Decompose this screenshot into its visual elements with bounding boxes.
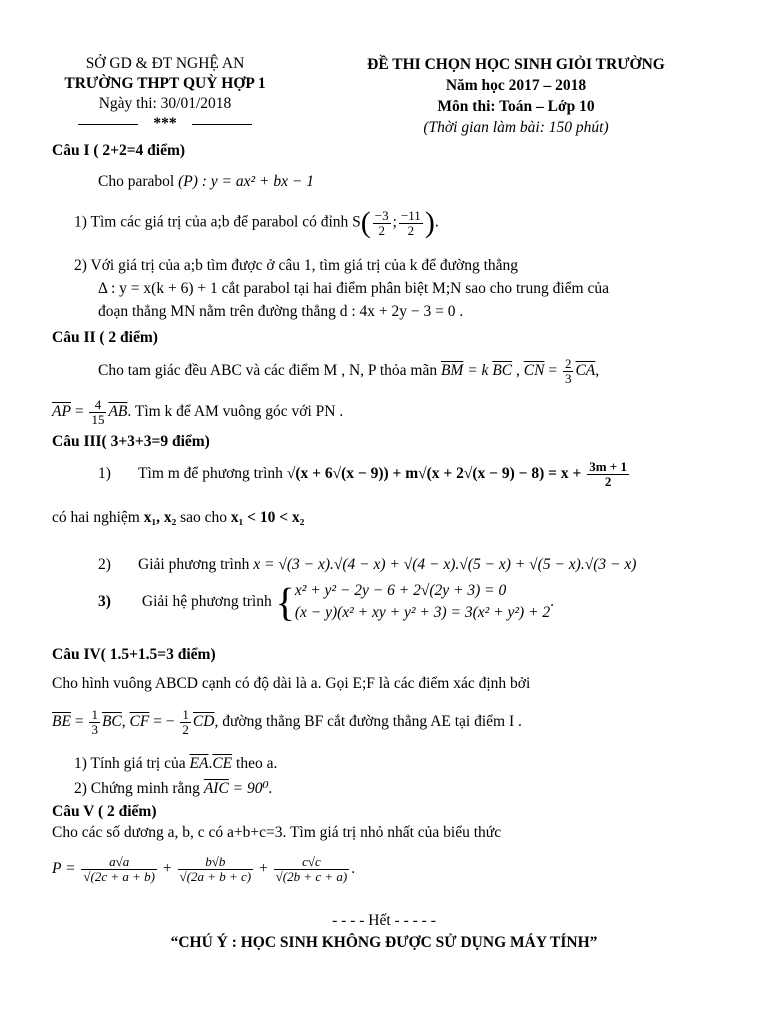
- q3-part1: [98, 460, 631, 489]
- vector-bc: $\overline{BC}$: [492, 362, 513, 380]
- vector-ap: $\overline{AP}$: [52, 403, 71, 421]
- frac-x-den: 2: [378, 222, 385, 238]
- q1-part1: 1) Tìm các giá trị của a;b để parabol có đỉnh S( $\frac{-3}{2}$ ; $\frac{-11}{2}$ ).: [74, 206, 439, 239]
- exam-title: ĐỀ THI CHỌN HỌC SINH GIỎI TRƯỜNG: [367, 56, 665, 73]
- q3-part1-line2: [52, 508, 304, 528]
- vector-ce: $\overline{CE}$: [212, 755, 233, 772]
- system-brace: {: [275, 579, 295, 625]
- q4-part2-text: 2) Chứng minh rằng: [74, 780, 204, 797]
- q2-line2: [52, 398, 343, 427]
- term3-den: √(2b + c + a): [275, 868, 348, 884]
- vector-cf: $\overline{CF}$: [129, 713, 150, 731]
- frac-3m1-over-2: [587, 460, 629, 489]
- vector-ea: $\overline{EA}$: [189, 755, 209, 772]
- q3-part1-equation: √(x + 6√(x − 9)) + m√(x + 2√(x − 9) − 8) = x +: [286, 465, 586, 483]
- q4-line2: $\overline{BE}$ = $\frac{1}{3}$ $\overline{BC}$, $\overline{CF}$ = − $\frac{1}{2}$ $\overline{CD}$, đường thẳng BF cắt đường thẳng AE tại điểm I .: [52, 707, 522, 737]
- q4-part1-tail: theo a.: [232, 755, 278, 772]
- q3-part2-label: 2): [98, 556, 111, 573]
- term2: [178, 855, 254, 884]
- vector-bm: $\overline{BM}$: [440, 362, 464, 380]
- subject: Môn thi: Toán – Lớp 10: [437, 98, 595, 115]
- q4-part2: [74, 779, 273, 799]
- q1-title: Câu I ( 2+2=4 điểm): [52, 142, 186, 159]
- school-name: TRƯỜNG THPT QUỲ HỢP 1: [64, 75, 266, 92]
- q3-part3-label: 3): [98, 593, 111, 610]
- system-eq2: (x − y)(x² + xy + y² + 3) = 3(x² + y²) + 2: [294, 604, 551, 622]
- end-marker: - - - - Hết - - - - -: [332, 912, 436, 929]
- equation-system: [295, 580, 550, 624]
- vector-cd: $\overline{CD}$: [192, 713, 215, 731]
- frac-x: [373, 209, 391, 238]
- exam-date: Ngày thi: 30/01/2018: [98, 95, 232, 112]
- q4-part2-tail: = 90⁰.: [228, 780, 273, 797]
- q3-inequality: x₁ < 10 < x₂: [230, 509, 305, 526]
- q3-part3: 3) Giải hệ phương trình { x² + y² − 2y − 6 + 2√(2y + 3) = 0 (x − y)(x² + xy + y² + 3) = 3(x² + y²) + 2 .: [98, 579, 554, 625]
- term3-num: c√c: [274, 855, 350, 870]
- q4-part1: 1) Tính giá trị của $\overline{EA}.\overline{CE}$ theo a.: [74, 755, 278, 772]
- q1-part2-line2: Δ : y = x(k + 6) + 1 cắt parabol tại hai điểm phân biệt M;N sao cho trung điểm của: [98, 280, 609, 297]
- q5-p-lhs: P =: [52, 860, 80, 877]
- vector-ab: $\overline{AB}$: [108, 403, 128, 421]
- q2-line1-text: Cho tam giác đều ABC và các điểm M , N, P thỏa mãn: [98, 362, 441, 380]
- frac-y-num: −11: [400, 207, 421, 223]
- separator-line-left: [78, 124, 138, 125]
- vector-bc-2: $\overline{BC}$: [101, 713, 122, 731]
- q5-line1: Cho các số dương a, b, c có a+b+c=3. Tìm giá trị nhỏ nhất của biểu thức: [52, 824, 502, 841]
- frac-one-half-num: 1: [182, 707, 189, 722]
- q4-part1-text: 1) Tính giá trị của: [74, 755, 190, 772]
- angle-aic: $\overline{AIC}$: [203, 780, 229, 797]
- q3-part1-line2-text: có hai nghiệm: [52, 509, 144, 526]
- frac-four-fifteenths-den: 15: [91, 412, 105, 427]
- q2-title: Câu II ( 2 điểm): [52, 329, 158, 346]
- separator-stars: ***: [153, 115, 177, 132]
- q2-eq-2: =: [70, 403, 88, 421]
- q5-title: Câu V ( 2 điểm): [52, 803, 157, 820]
- q3-part3-text: Giải hệ phương trình: [141, 593, 276, 610]
- vector-ca: $\overline{CA}$: [575, 362, 596, 380]
- header-right: [330, 54, 702, 138]
- q3-roots: x₁, x₂: [143, 509, 177, 526]
- q3-title: Câu III( 3+3+3=9 điểm): [52, 433, 210, 450]
- q2-eq: =: [544, 362, 561, 380]
- paren-close: ): [424, 206, 435, 239]
- q1-intro: [98, 172, 314, 192]
- term1-den: √(2c + a + b): [83, 868, 156, 884]
- q1-intro-math: (P) : y = ax² + bx − 1: [178, 173, 314, 190]
- term2-num: b√b: [178, 855, 254, 870]
- q1-part2-line3: đoạn thẳng MN nằm trên đường thẳng d : 4x + 2y − 3 = 0 .: [98, 303, 464, 320]
- q1-intro-text: Cho parabol: [98, 173, 179, 190]
- q1-part1-text: 1) Tìm các giá trị của a;b để parabol có đỉnh S: [74, 213, 361, 231]
- frac-one-half-den: 2: [182, 722, 189, 737]
- term1-num: a√a: [81, 855, 157, 870]
- q3-part2-text: Giải phương trình: [138, 556, 254, 573]
- term3: [274, 855, 350, 884]
- time-limit: (Thời gian làm bài: 150 phút): [423, 119, 609, 136]
- q4-line2-text: , đường thẳng BF cắt đường thẳng AE tại điểm I .: [214, 713, 522, 731]
- header-separator: [40, 114, 290, 134]
- calculator-note: “CHÚ Ý : HỌC SINH KHÔNG ĐƯỢC SỬ DỤNG MÁY TÍNH”: [170, 934, 598, 951]
- q3-part2-equation: x = √(3 − x).√(4 − x) + √(4 − x).√(5 − x) + √(5 − x).√(3 − x): [253, 556, 637, 573]
- school-year: Năm học 2017 – 2018: [445, 77, 587, 94]
- vector-cn: $\overline{CN}$: [523, 362, 545, 380]
- frac-x-num: −3: [374, 207, 389, 223]
- paren-open: (: [360, 206, 371, 239]
- frac-3m1-den: 2: [604, 474, 612, 489]
- q2-line1: Cho tam giác đều ABC và các điểm M , N, P thỏa mãn $\overline{BM} = k$ $\overline{BC}$ , $\overline{CN}$ = $\frac{2}{3}$ $\overline{CA}$,: [98, 356, 600, 386]
- q2-eq-k: = k: [463, 362, 493, 380]
- frac-one-half: [180, 708, 191, 737]
- frac-two-thirds-num: 2: [564, 356, 572, 371]
- frac-two-thirds-den: 3: [564, 371, 572, 386]
- frac-3m1-num: 3m + 1: [589, 459, 627, 474]
- q5-expression: P = $\frac{a√a}{√(2c + a + b)}$ + $\frac{b√b}{√(2a + b + c)}$ + $\frac{c√c}{√(2b + c + a)}$ .: [52, 853, 356, 884]
- frac-one-third-den: 3: [91, 722, 98, 737]
- separator-line-right: [192, 124, 252, 125]
- system-eq1: x² + y² − 2y − 6 + 2√(2y + 3) = 0: [294, 582, 507, 600]
- frac-four-fifteenths: [89, 398, 106, 427]
- frac-four-fifteenths-num: 4: [89, 398, 106, 413]
- frac-two-thirds: [563, 357, 574, 386]
- q3-part1-label: 1): [98, 465, 111, 483]
- q3-part2: [98, 555, 636, 575]
- q3-mid-text: sao cho: [176, 509, 231, 526]
- frac-y-den: 2: [407, 222, 415, 238]
- frac-y: [399, 209, 423, 238]
- frac-one-third-num: 1: [91, 707, 98, 722]
- q4-line1: Cho hình vuông ABCD cạnh có độ dài là a. Gọi E;F là các điểm xác định bởi: [52, 675, 531, 692]
- term2-den: √(2a + b + c): [179, 868, 252, 884]
- q2-comma: ,: [512, 362, 524, 380]
- frac-one-third: [89, 708, 100, 737]
- q4-title: Câu IV( 1.5+1.5=3 điểm): [52, 646, 216, 663]
- vector-be: $\overline{BE}$: [52, 713, 71, 731]
- q2-line2-text: . Tìm k để AM vuông góc với PN .: [127, 403, 344, 421]
- header-left: [40, 54, 290, 134]
- term1: [81, 855, 157, 884]
- department-name: SỞ GD & ĐT NGHỆ AN: [85, 55, 245, 72]
- q3-part1-text: Tìm m để phương trình: [138, 465, 287, 483]
- q1-part2-line1: 2) Với giá trị của a;b tìm được ở câu 1, tìm giá trị của k để đường thẳng: [74, 257, 519, 274]
